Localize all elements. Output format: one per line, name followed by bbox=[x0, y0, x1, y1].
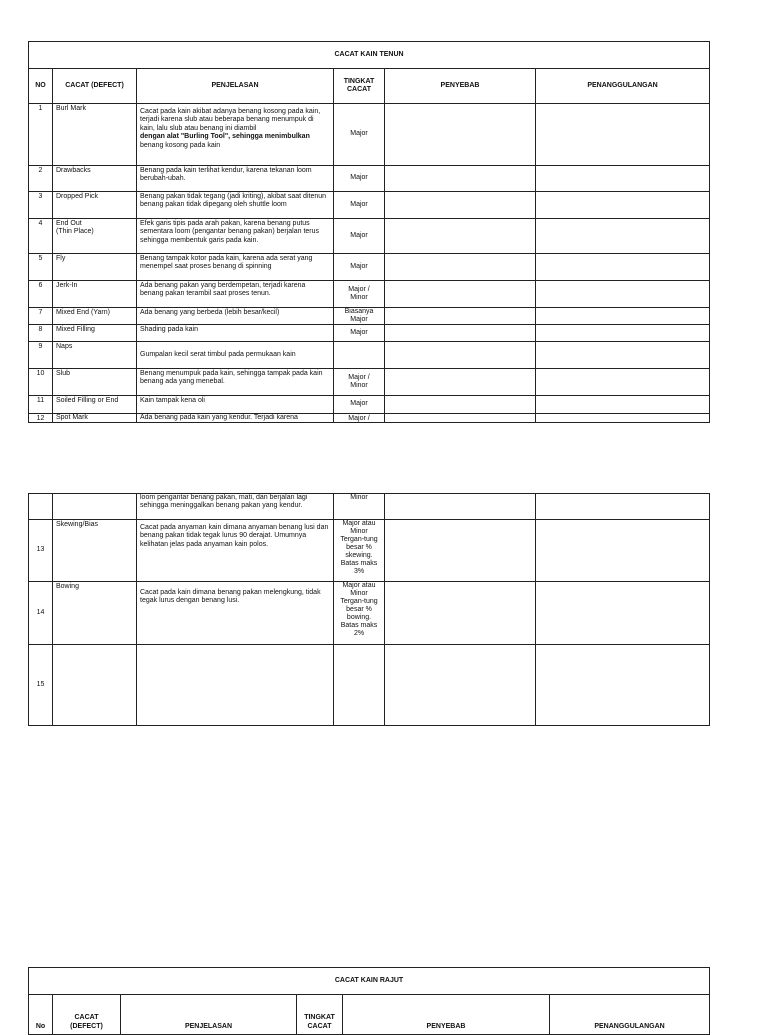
row-number: 1 bbox=[29, 104, 53, 166]
defect-explanation: Ada benang pada kain yang kendur. Terjadi karena bbox=[137, 414, 334, 423]
table-row bbox=[29, 369, 710, 396]
defect-cause bbox=[385, 254, 536, 281]
defect-level bbox=[334, 645, 385, 726]
defect-level: Major bbox=[334, 396, 385, 414]
defect-handling bbox=[536, 414, 710, 423]
defect-handling bbox=[536, 520, 710, 582]
row-number: 12 bbox=[29, 414, 53, 423]
header-no: No bbox=[29, 995, 53, 1035]
defect-explanation: Benang tampak kotor pada kain, karena ada serat yang menempel saat proses benang di spinning bbox=[137, 254, 334, 281]
table-row bbox=[29, 192, 710, 219]
defect-level: Major bbox=[334, 166, 385, 192]
defect-name: Spot Mark bbox=[53, 414, 137, 423]
table-title: CACAT KAIN RAJUT bbox=[29, 968, 710, 995]
row-number: 3 bbox=[29, 192, 53, 219]
defect-handling bbox=[536, 645, 710, 726]
defect-cause bbox=[385, 582, 536, 645]
row-number: 8 bbox=[29, 325, 53, 342]
defect-handling bbox=[536, 104, 710, 166]
defect-explanation: loom pengantar benang pakan, mati, dan berjalan lagi sehingga meninggalkan benang pakan yang kendur. bbox=[137, 494, 334, 520]
table-row bbox=[29, 281, 710, 308]
row-number: 7 bbox=[29, 308, 53, 325]
defect-explanation: Cacat pada anyaman kain dimana anyaman benang lusi dan benang pakan tidak tegak lurus 90 derajat. Umumnya kelihatan jelas pada anyaman kain polos. bbox=[137, 520, 334, 582]
defect-handling bbox=[536, 219, 710, 254]
defect-explanation: Benang pada kain terlihat kendur, karena tekanan loom berubah-ubah. bbox=[137, 166, 334, 192]
defect-handling bbox=[536, 582, 710, 645]
defect-name: Soiled Filling or End bbox=[53, 396, 137, 414]
defect-explanation: Benang pakan tidak tegang (jadi kriting), akibat saat ditenun benang pakan tidak dipegang oleh shuttle loom bbox=[137, 192, 334, 219]
explanation-text: Cacat pada kain akibat adanya benang kosong pada kain, terjadi karena slub atau beberapa benang menumpuk di kain, lalu slub atau benang ini diambil bbox=[140, 108, 321, 132]
defect-explanation: Ada benang yang berbeda (lebih besar/kecil) bbox=[137, 308, 334, 325]
header-no: NO bbox=[29, 69, 53, 104]
defect-handling bbox=[536, 166, 710, 192]
header-handling: PENANGGULANGAN bbox=[550, 995, 710, 1035]
table-row bbox=[29, 308, 710, 325]
defect-level: Major / bbox=[334, 414, 385, 423]
defect-name: Fly bbox=[53, 254, 137, 281]
defect-explanation: Gumpalan kecil serat timbul pada permukaan kain bbox=[137, 342, 334, 369]
defect-name bbox=[53, 645, 137, 726]
defect-handling bbox=[536, 254, 710, 281]
defect-name: Mixed Filling bbox=[53, 325, 137, 342]
defect-explanation: Ada benang pakan yang berdempetan, terjadi karena benang pakan terambil saat proses tenun. bbox=[137, 281, 334, 308]
defect-level bbox=[334, 342, 385, 369]
defect-name: Jerk-In bbox=[53, 281, 137, 308]
defect-cause bbox=[385, 281, 536, 308]
table-row bbox=[29, 582, 710, 645]
row-number: 2 bbox=[29, 166, 53, 192]
defect-handling bbox=[536, 281, 710, 308]
woven-defects-table bbox=[28, 41, 710, 423]
table-row bbox=[29, 219, 710, 254]
row-number: 15 bbox=[29, 645, 53, 726]
header-explanation: PENJELASAN bbox=[137, 69, 334, 104]
defect-level: Major / Minor bbox=[334, 281, 385, 308]
header-cause: PENYEBAB bbox=[343, 995, 550, 1035]
defect-name: Bowing bbox=[53, 582, 137, 645]
row-number: 10 bbox=[29, 369, 53, 396]
defect-explanation: Efek garis tipis pada arah pakan, karena benang putus sementara loom (pengantar benang pakan) berjalan terus sehingga membentuk garis pada kain. bbox=[137, 219, 334, 254]
row-number: 13 bbox=[29, 520, 53, 582]
defect-explanation: Cacat pada kain dimana benang pakan melengkung, tidak tegak lurus dengan benang lusi. bbox=[137, 582, 334, 645]
defect-level: Minor bbox=[334, 494, 385, 520]
table-row bbox=[29, 494, 710, 520]
defect-cause bbox=[385, 494, 536, 520]
defect-cause bbox=[385, 396, 536, 414]
defect-name: Slub bbox=[53, 369, 137, 396]
header-cause: PENYEBAB bbox=[385, 69, 536, 104]
table-row bbox=[29, 325, 710, 342]
header-defect: CACAT (DEFECT) bbox=[53, 69, 137, 104]
header-level: TINGKAT CACAT bbox=[334, 69, 385, 104]
defect-name: Skewing/Bias bbox=[53, 520, 137, 582]
defect-name: Drawbacks bbox=[53, 166, 137, 192]
table-row bbox=[29, 520, 710, 582]
defect-level: Major bbox=[334, 192, 385, 219]
defect-handling bbox=[536, 369, 710, 396]
table-row bbox=[29, 254, 710, 281]
defect-cause bbox=[385, 325, 536, 342]
header-explanation: PENJELASAN bbox=[121, 995, 297, 1035]
row-number: 4 bbox=[29, 219, 53, 254]
defect-cause bbox=[385, 219, 536, 254]
header-handling: PENANGGULANGAN bbox=[536, 69, 710, 104]
defect-name: End Out (Thin Place) bbox=[53, 219, 137, 254]
woven-defects-table-continued bbox=[28, 493, 710, 726]
row-number: 14 bbox=[29, 582, 53, 645]
defect-handling bbox=[536, 396, 710, 414]
row-number: 5 bbox=[29, 254, 53, 281]
defect-level: Major bbox=[334, 254, 385, 281]
defect-handling bbox=[536, 494, 710, 520]
defect-name: Naps bbox=[53, 342, 137, 369]
defect-name: Burl Mark bbox=[53, 104, 137, 166]
table-title: CACAT KAIN TENUN bbox=[29, 42, 710, 69]
defect-cause bbox=[385, 308, 536, 325]
defect-cause bbox=[385, 520, 536, 582]
table-row bbox=[29, 166, 710, 192]
table-row bbox=[29, 414, 710, 423]
defect-level: Major bbox=[334, 219, 385, 254]
row-number: 6 bbox=[29, 281, 53, 308]
defect-cause bbox=[385, 342, 536, 369]
defect-level: Major atau Minor Tergan-tung besar % skewing. Batas maks 3% bbox=[334, 520, 385, 582]
defect-level: Biasanya Major bbox=[334, 308, 385, 325]
defect-explanation: Shading pada kain bbox=[137, 325, 334, 342]
defect-handling bbox=[536, 325, 710, 342]
defect-cause bbox=[385, 414, 536, 423]
defect-handling bbox=[536, 192, 710, 219]
defect-handling bbox=[536, 308, 710, 325]
explanation-bold-text: dengan alat "Burling Tool", sehingga menimbulkan bbox=[140, 133, 310, 141]
table-row bbox=[29, 396, 710, 414]
row-number bbox=[29, 494, 53, 520]
header-defect: CACAT (DEFECT) bbox=[53, 995, 121, 1035]
defect-level: Major bbox=[334, 104, 385, 166]
defect-cause bbox=[385, 104, 536, 166]
row-number: 11 bbox=[29, 396, 53, 414]
defect-name: Dropped Pick bbox=[53, 192, 137, 219]
explanation-text-end: benang kosong pada kain bbox=[140, 141, 221, 149]
defect-level: Major / Minor bbox=[334, 369, 385, 396]
defect-explanation: Benang menumpuk pada kain, sehingga tampak pada kain benang ada yang menebal. bbox=[137, 369, 334, 396]
defect-cause bbox=[385, 166, 536, 192]
header-level: TINGKAT CACAT bbox=[297, 995, 343, 1035]
defect-explanation bbox=[137, 645, 334, 726]
table-row bbox=[29, 645, 710, 726]
defect-cause bbox=[385, 369, 536, 396]
defect-name bbox=[53, 494, 137, 520]
defect-cause bbox=[385, 645, 536, 726]
defect-handling bbox=[536, 342, 710, 369]
defect-explanation: Kain tampak kena oli bbox=[137, 396, 334, 414]
row-number: 9 bbox=[29, 342, 53, 369]
defect-level: Major atau Minor Tergan-tung besar % bowing. Batas maks 2% bbox=[334, 582, 385, 645]
defect-explanation bbox=[137, 104, 334, 166]
table-row bbox=[29, 104, 710, 166]
table-row bbox=[29, 342, 710, 369]
defect-cause bbox=[385, 192, 536, 219]
defect-name: Mixed End (Yarn) bbox=[53, 308, 137, 325]
defect-level: Major bbox=[334, 325, 385, 342]
knit-defects-table bbox=[28, 967, 710, 1035]
